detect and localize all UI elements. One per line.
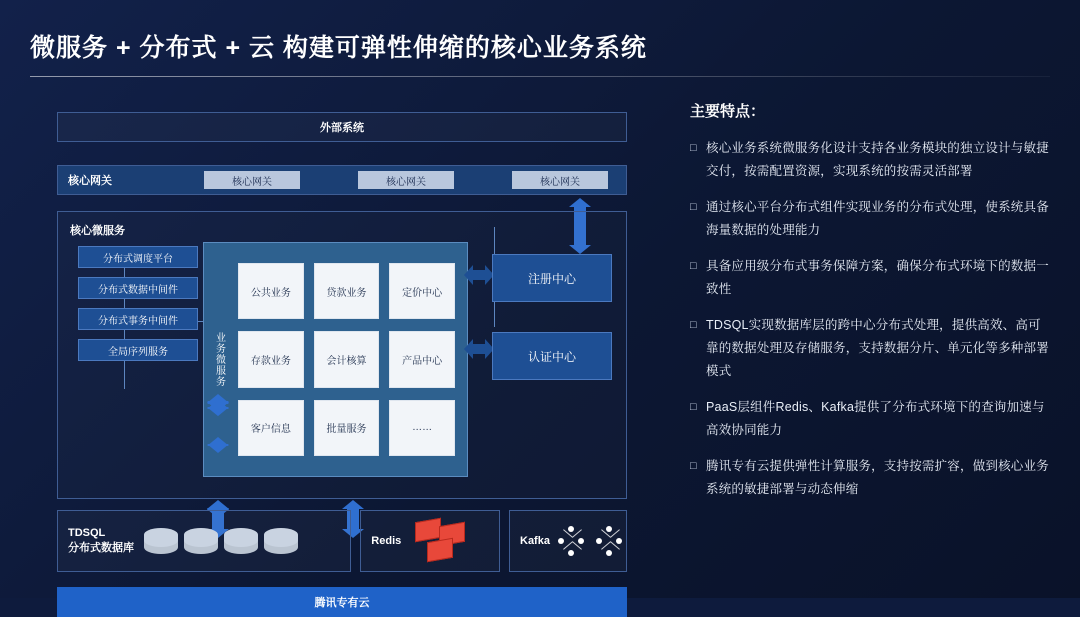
kafka-node-icon <box>596 526 622 556</box>
business-module-grid <box>234 243 467 476</box>
page-title: 微服务 + 分布式 + 云 构建可弹性伸缩的核心业务系统 <box>30 34 647 62</box>
business-module-customer[interactable]: 客户信息 <box>238 400 304 456</box>
gateway-chip: 核心网关 <box>204 171 300 189</box>
bullet-square-icon: □ <box>690 201 697 213</box>
bullet-square-icon: □ <box>690 260 697 272</box>
bullet-square-icon: □ <box>690 401 697 413</box>
feature-item <box>690 137 1050 183</box>
database-cylinders <box>144 528 298 554</box>
redis-card <box>360 510 500 572</box>
redis-label: Redis <box>371 534 402 547</box>
database-cylinder-icon <box>184 528 218 554</box>
platform-services-column <box>78 246 198 361</box>
data-layer-row <box>57 510 627 572</box>
kafka-label: Kafka <box>520 534 550 547</box>
bullet-square-icon: □ <box>690 460 697 472</box>
feature-text: 腾讯专有云提供弹性计算服务，支持按需扩容，做到核心业务系统的敏捷部署与动态伸缩 <box>706 459 1049 496</box>
bullet-square-icon: □ <box>690 319 697 331</box>
architecture-diagram <box>57 112 627 609</box>
service-chip-scheduling[interactable]: 分布式调度平台 <box>78 246 198 268</box>
kafka-node-icon <box>558 526 584 556</box>
business-module-deposit[interactable]: 存款业务 <box>238 331 304 387</box>
tdsql-label: TDSQL 分布式数据库 <box>68 527 134 554</box>
business-microservices-label: 业务微服务 <box>213 332 225 387</box>
core-microservices-panel <box>57 211 627 499</box>
arrow-to-auth <box>472 344 486 354</box>
title-divider <box>30 76 1050 77</box>
external-systems-label: 外部系统 <box>320 122 364 134</box>
private-cloud-bar <box>57 587 627 617</box>
gateway-chip-group <box>143 171 626 189</box>
business-module-more[interactable]: …… <box>389 400 455 456</box>
business-module-pricing[interactable]: 定价中心 <box>389 263 455 319</box>
service-chip-data-middleware[interactable]: 分布式数据中间件 <box>78 277 198 299</box>
feature-item <box>690 396 1050 442</box>
feature-item <box>690 314 1050 383</box>
features-title: 主要特点： <box>690 103 766 120</box>
business-module-public[interactable]: 公共业务 <box>238 263 304 319</box>
center-services-column <box>492 254 612 380</box>
feature-item <box>690 196 1050 242</box>
business-module-accounting[interactable]: 会计核算 <box>314 331 380 387</box>
kafka-nodes-icon <box>558 526 622 556</box>
redis-cubes-icon <box>409 518 471 564</box>
feature-text: 通过核心平台分布式组件实现业务的分布式处理，使系统具备海量数据的处理能力 <box>706 200 1049 237</box>
external-systems-band <box>57 112 627 142</box>
business-module-loan[interactable]: 贷款业务 <box>314 263 380 319</box>
redis-cube-icon <box>415 518 441 543</box>
auth-center[interactable]: 认证中心 <box>492 332 612 380</box>
core-microservices-label: 核心微服务 <box>70 225 125 237</box>
feature-text: TDSQL实现数据库层的跨中心分布式处理，提供高效、高可靠的数据处理及存储服务，支持数据分片、单元化等多种部署模式 <box>706 318 1049 378</box>
feature-item <box>690 455 1050 501</box>
business-module-batch[interactable]: 批量服务 <box>314 400 380 456</box>
feature-text: 具备应用级分布式事务保障方案，确保分布式环境下的数据一致性 <box>706 259 1049 296</box>
business-microservices-box <box>203 242 468 477</box>
gateway-chip: 核心网关 <box>512 171 608 189</box>
feature-text: PaaS层组件Redis、Kafka提供了分布式环境下的查询加速与高效协同能力 <box>706 400 1045 437</box>
private-cloud-label: 腾讯专有云 <box>314 597 370 609</box>
bullet-square-icon: □ <box>690 142 697 154</box>
arrow-to-registry <box>472 270 486 280</box>
feature-item <box>690 255 1050 301</box>
tdsql-card <box>57 510 351 572</box>
core-gateway-band <box>57 165 627 195</box>
database-cylinder-icon <box>224 528 258 554</box>
registry-center[interactable]: 注册中心 <box>492 254 612 302</box>
core-gateway-label: 核心网关 <box>68 175 112 187</box>
features-panel <box>690 100 1050 514</box>
redis-cube-icon <box>427 538 453 563</box>
page-header <box>30 28 1050 77</box>
gateway-chip: 核心网关 <box>358 171 454 189</box>
database-cylinder-icon <box>144 528 178 554</box>
database-cylinder-icon <box>264 528 298 554</box>
feature-text: 核心业务系统微服务化设计支持各业务模块的独立设计与敏捷交付，按需配置资源，实现系统的按需灵活部署 <box>706 141 1049 178</box>
service-chip-transaction-middleware[interactable]: 分布式事务中间件 <box>78 308 198 330</box>
service-chip-global-sequence[interactable]: 全局序列服务 <box>78 339 198 361</box>
kafka-card <box>509 510 627 572</box>
business-module-product[interactable]: 产品中心 <box>389 331 455 387</box>
